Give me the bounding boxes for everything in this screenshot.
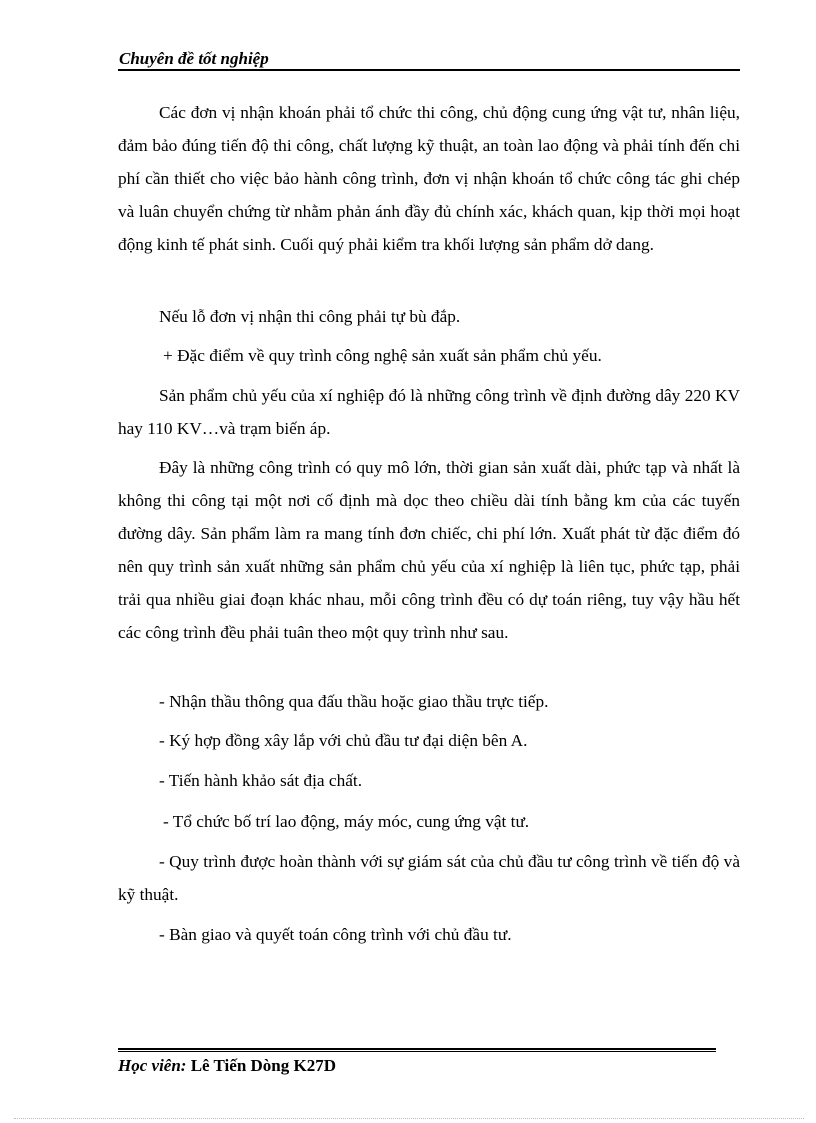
- page-boundary: [14, 1118, 804, 1119]
- footer-rule: [118, 1048, 716, 1052]
- header-rule: [118, 69, 740, 71]
- paragraph: Các đơn vị nhận khoán phải tổ chức thi công, chủ động cung ứng vật tư, nhân liệu, đảm bảo đúng tiến độ thi công, chất lượng kỹ thuật, an toàn lao động và phải tính đến chi phí cần thiết cho việc bảo hành công trình, đơn vị nhận khoán tổ chức công tác ghi chép và luân chuyển chứng từ nhằm phản ánh đầy đủ chính xác, khách quan, kịp thời mọi hoạt động kinh tế phát sinh. Cuối quý phải kiểm tra khối lượng sản phẩm dở dang.: [118, 103, 740, 254]
- section-heading: + Đặc điểm về quy trình công nghệ sản xuất sản phẩm chủ yếu.: [163, 346, 602, 365]
- footer-label: Học viên:: [118, 1056, 187, 1075]
- list-item: - Tiến hành khảo sát địa chất.: [159, 771, 363, 790]
- header-title: Chuyên đề tốt nghiệp: [119, 49, 269, 68]
- list-item: - Nhận thầu thông qua đấu thầu hoặc giao thầu trực tiếp.: [159, 692, 549, 711]
- list-item: - Bàn giao và quyết toán công trình với chủ đầu tư.: [159, 925, 512, 944]
- list-item: - Ký hợp đồng xây lắp với chủ đầu tư đại diện bên A.: [159, 731, 528, 750]
- list-item: - Tổ chức bố trí lao động, máy móc, cung ứng vật tư.: [163, 812, 530, 831]
- paragraph: Sản phẩm chủ yếu của xí nghiệp đó là những công trình về định đường dây 220 KV hay 110 KV…và trạm biến áp.: [118, 386, 740, 438]
- footer-author: Lê Tiến Dòng K27D: [190, 1056, 337, 1075]
- list-item: - Quy trình được hoàn thành với sự giám sát của chủ đầu tư công trình về tiến độ và kỹ thuật.: [118, 852, 740, 904]
- paragraph: Đây là những công trình có quy mô lớn, thời gian sản xuất dài, phức tạp và nhất là không thi công tại một nơi cố định mà dọc theo chiều dài tính bằng km của các tuyến đường dây. Sản phẩm làm ra mang tính đơn chiếc, chi phí lớn. Xuất phát từ đặc điểm đó nên quy trình sản xuất những sản phẩm chủ yếu của xí nghiệp là liên tục, phức tạp, phải trải qua nhiều giai đoạn khác nhau, mỗi công trình đều có dự toán riêng, tuy vậy hầu hết các công trình đều phải tuân theo một quy trình như sau.: [118, 458, 740, 642]
- paragraph: Nếu lỗ đơn vị nhận thi công phải tự bù đắp.: [159, 307, 461, 326]
- footer: [118, 1056, 336, 1076]
